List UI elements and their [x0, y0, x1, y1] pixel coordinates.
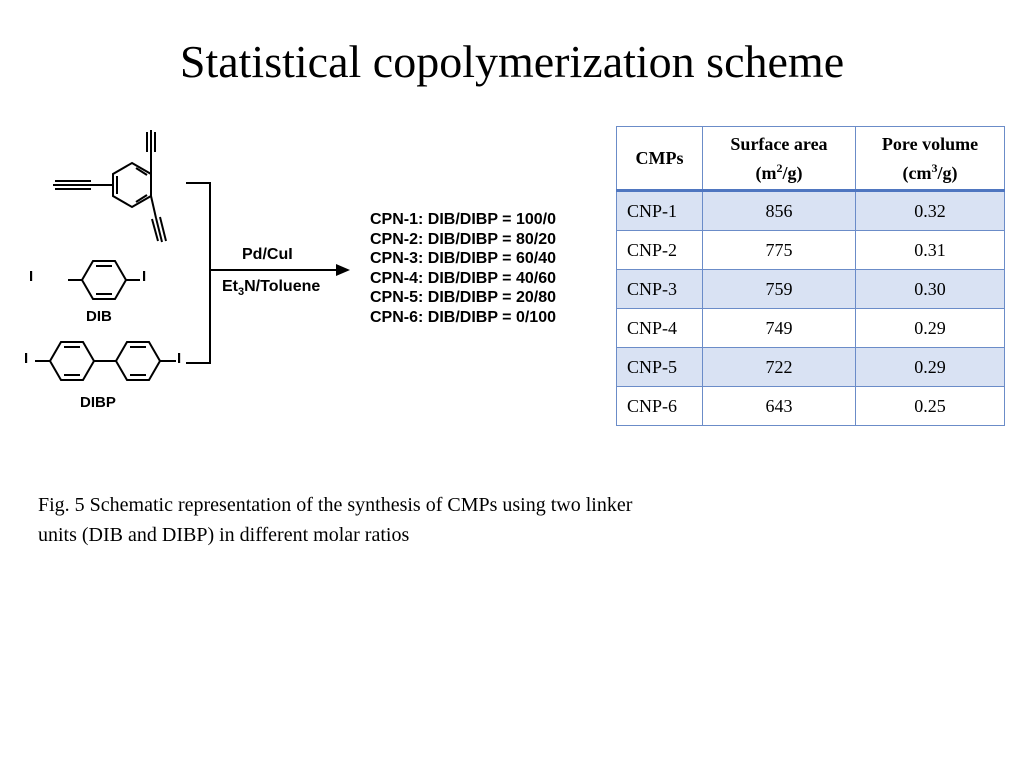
table-row — [617, 387, 1005, 426]
tris-ethynylbenzene-structure — [53, 130, 166, 242]
ratio-list — [370, 210, 556, 328]
ratio-line: CPN-1: DIB/DIBP = 100/0 — [370, 211, 556, 228]
caption-line: Fig. 5 Schematic representation of the synthesis of CMPs using two linker — [38, 494, 633, 516]
table-row — [617, 191, 1005, 231]
ratio-line: CPN-4: DIB/DIBP = 40/60 — [370, 269, 556, 287]
cell-name: CNP-5 — [617, 348, 703, 387]
cell-name: CNP-1 — [617, 191, 703, 231]
catalyst-label: Pd/CuI — [242, 246, 293, 263]
table-row — [617, 270, 1005, 309]
cell-volume: 0.25 — [856, 387, 1005, 426]
header-surface-area: Surface area $(m^2/g)$ — [703, 127, 856, 191]
reaction-scheme — [20, 118, 610, 428]
cell-area: 856 — [703, 191, 856, 231]
table-row — [617, 348, 1005, 387]
caption-line: units (DIB and DIBP) in different molar ratios — [38, 524, 410, 546]
table-header-row — [617, 127, 1005, 191]
cell-area: 759 — [703, 270, 856, 309]
porosity-table — [616, 126, 1005, 426]
table-row — [617, 309, 1005, 348]
diiodobiphenyl-structure — [35, 342, 176, 380]
ratio-line: CPN-3: DIB/DIBP = 60/40 — [370, 250, 556, 268]
cell-volume: 0.32 — [856, 191, 1005, 231]
header-pore-volume: Pore volume $(cm^3/g)$ — [856, 127, 1005, 191]
cell-name: CNP-4 — [617, 309, 703, 348]
iodine-label: I — [177, 350, 182, 367]
figure-caption — [38, 490, 818, 550]
ratio-line: CPN-2: DIB/DIBP = 80/20 — [370, 230, 556, 248]
cell-area: 775 — [703, 231, 856, 270]
ratio-line: CPN-5: DIB/DIBP = 20/80 — [370, 289, 556, 307]
cell-name: CNP-6 — [617, 387, 703, 426]
cell-area: 643 — [703, 387, 856, 426]
cell-volume: 0.31 — [856, 231, 1005, 270]
cell-volume: 0.30 — [856, 270, 1005, 309]
cell-area: 722 — [703, 348, 856, 387]
header-cmps: CMPs — [617, 127, 703, 191]
cell-volume: 0.29 — [856, 309, 1005, 348]
solvent-label: $Et_3N$/Toluene — [222, 278, 321, 299]
cell-volume: 0.29 — [856, 348, 1005, 387]
table-row — [617, 231, 1005, 270]
page-title: Statistical copolymerization scheme — [179, 36, 845, 87]
cell-name: CNP-3 — [617, 270, 703, 309]
iodine-label: I — [29, 268, 34, 285]
reaction-arrow — [186, 183, 342, 363]
iodine-label: I — [142, 268, 147, 285]
iodine-label: I — [24, 350, 29, 367]
cell-name: CNP-2 — [617, 231, 703, 270]
cell-area: 749 — [703, 309, 856, 348]
dibp-label: DIBP — [80, 394, 116, 411]
ratio-line: CPN-6: DIB/DIBP = 0/100 — [370, 308, 556, 326]
diiodobenzene-structure — [68, 261, 140, 299]
dib-label: DIB — [86, 308, 112, 325]
